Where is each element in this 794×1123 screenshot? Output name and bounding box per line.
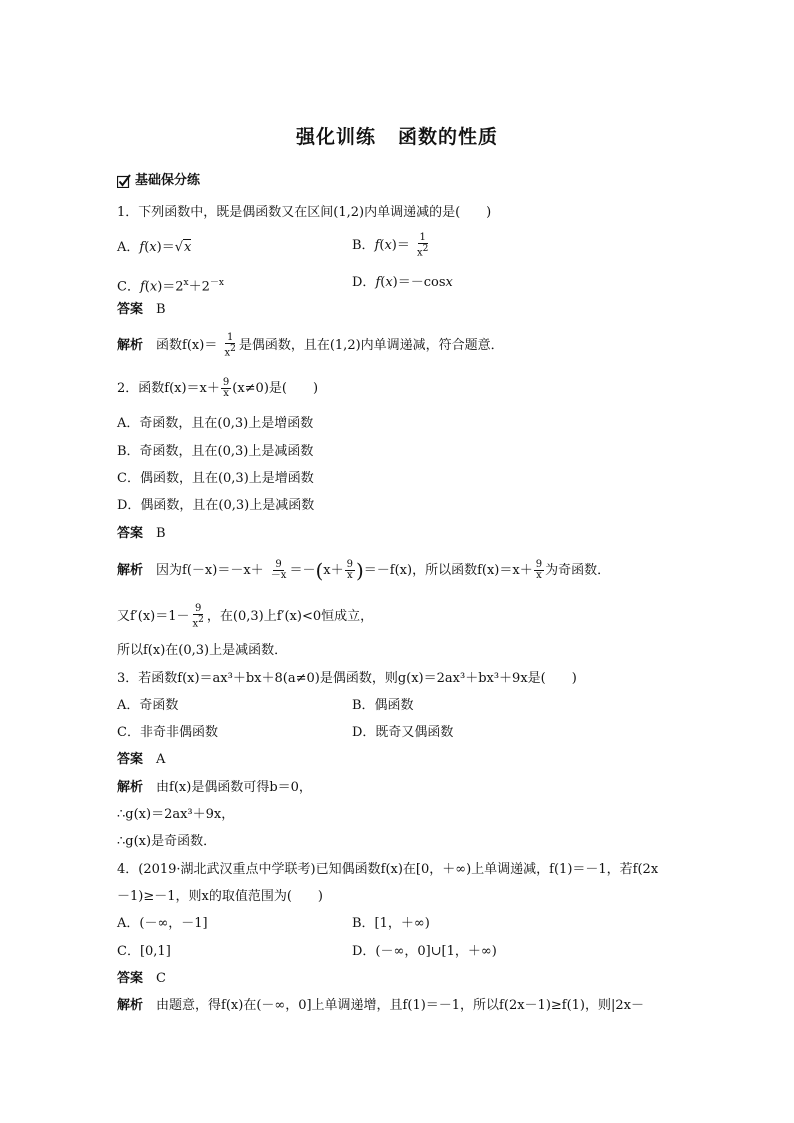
q1-option-d: D．f(x)＝－cosx [352, 275, 453, 290]
q4-stem: 4．(2019·湖北武汉重点中学联考)已知偶函数f(x)在[0，＋∞)上单调递减，f(1)＝－1，若f(2x [117, 862, 659, 877]
q2-option-d: D．偶函数，且在(0,3)上是减函数 [117, 498, 315, 513]
q2-option-a: A．奇函数，且在(0,3)上是增函数 [117, 416, 314, 431]
q1-explanation: 解析 函数f(x)＝ $\frac{1}{x^2}$ 是偶函数，且在(1,2)内单调递减，符合题意． [117, 332, 504, 359]
q4-option-b: B．[1，＋∞) [352, 916, 430, 931]
q3-option-d: D．既奇又偶函数 [352, 725, 454, 740]
q2-option-b: B．奇函数，且在(0,3)上是减函数 [117, 444, 314, 459]
checkbox-checked-icon [117, 174, 131, 188]
q2-option-c: C．偶函数，且在(0,3)上是增函数 [117, 471, 314, 486]
q1-stem: 1．下列函数中，既是偶函数又在区间(1,2)内单调递减的是( ) [117, 205, 492, 220]
fraction: $\frac{1}{x^2}$ [417, 232, 429, 259]
q4-option-c: C．[0,1] [117, 944, 171, 959]
q1-option-a: A．f(x)＝√x [117, 240, 192, 255]
q3-explanation: 解析 由f(x)是偶函数可得b＝0， [117, 780, 312, 795]
q2-explanation: 解析 因为f(－x)＝－x＋ $\frac{9}{-x}$ ＝－(x＋ $\frac{9}{x}$ )＝－f(x)，所以函数f(x)＝x＋ $\frac{9}{x}$ 为奇函数． [117, 558, 611, 583]
q3-option-c: C．非奇非偶函数 [117, 725, 218, 740]
q2-answer: 答案 B [117, 526, 166, 541]
q3-explanation-line3: ∴g(x)是奇函数． [117, 834, 217, 849]
section-header [117, 171, 200, 191]
title-part-2: 函数的性质 [398, 126, 499, 148]
q2-explanation-line3: 所以f(x)在(0,3)上是减函数． [117, 643, 288, 658]
q4-option-d: D．(－∞，0]∪[1，＋∞) [352, 944, 497, 959]
q2-stem: 2．函数f(x)＝x＋ $\frac{9}{x}$ (x≠0)是( ) [117, 377, 319, 399]
q4-answer: 答案 C [117, 971, 166, 986]
title-part-1: 强化训练 [295, 126, 376, 148]
q4-explanation: 解析 由题意，得f(x)在(－∞，0]上单调递增，且f(1)＝－1，所以f(2x－1)≥f(1)，则|2x－ [117, 998, 644, 1013]
q4-option-a: A．(－∞，－1] [117, 916, 208, 931]
q3-stem: 3．若函数f(x)＝ax³＋bx＋8(a≠0)是偶函数，则g(x)＝2ax³＋bx³＋9x是( ) [117, 671, 577, 686]
q1-option-b: B．f(x)＝ $\frac{1}{x^2}$ [352, 232, 429, 259]
q3-option-b: B．偶函数 [352, 698, 414, 713]
section-title: 基础保分练 [135, 173, 201, 188]
q3-explanation-line2: ∴g(x)＝2ax³＋9x， [117, 807, 235, 822]
q1-answer: 答案 B [117, 302, 166, 317]
q3-answer: 答案 A [117, 752, 166, 767]
q2-explanation-line2: 又f′(x)＝1－ $\frac{9}{x^2}$ ，在(0,3)上f′(x)<0恒成立， [117, 603, 374, 630]
q4-stem-line2: －1)≥－1，则x的取值范围为( ) [117, 889, 323, 904]
page-title [0, 122, 794, 149]
q1-option-c: C．$f(x)=2^x+2^{-x}$ [117, 278, 224, 295]
q3-option-a: A．奇函数 [117, 698, 179, 713]
